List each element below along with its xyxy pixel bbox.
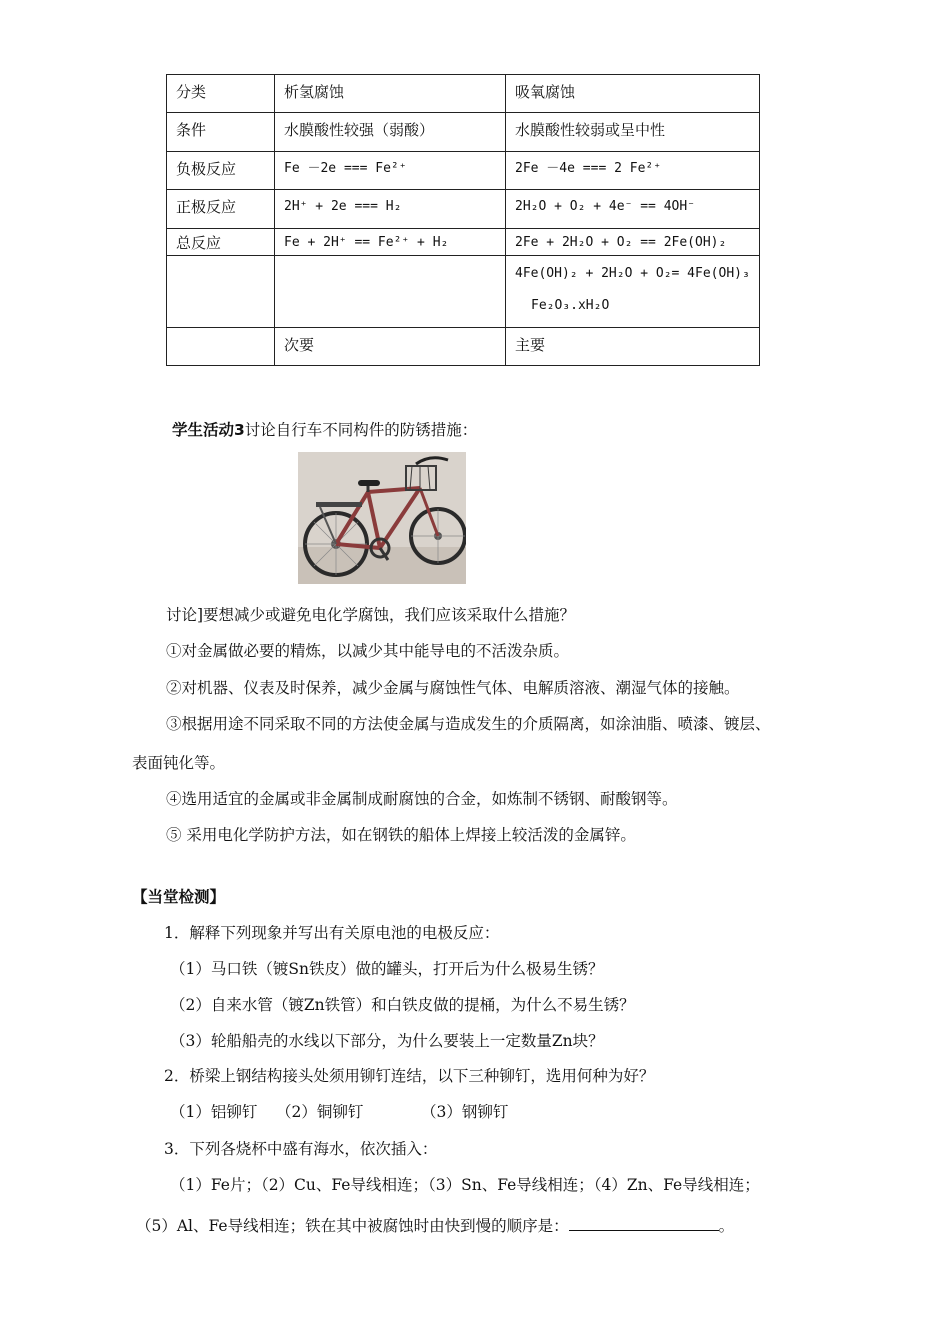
- table-cell: 次要: [275, 328, 506, 366]
- table-cell: [506, 256, 760, 328]
- bicycle-icon: [298, 452, 466, 584]
- table-cell: Fe + 2H⁺ == Fe²⁺ + H₂: [275, 229, 506, 256]
- table-cell: [167, 256, 275, 328]
- question-3-text: （5）Al、Fe导线相连；铁在其中被腐蚀时由快到慢的顺序是：: [136, 1217, 569, 1235]
- table-cell: 析氢腐蚀: [275, 75, 506, 113]
- question-2-option-1: （1）铝铆钉: [170, 1103, 258, 1121]
- table-row: [167, 113, 760, 152]
- table-row: [167, 75, 760, 113]
- question-2-option-3: （3）钢铆钉: [421, 1103, 509, 1121]
- table-cell: 条件: [167, 113, 275, 152]
- table-cell: 2Fe + 2H₂O + O₂ == 2Fe(OH)₂: [506, 229, 760, 256]
- measure-3: ③根据用途不同采取不同的方法使金属与造成发生的介质隔离，如涂油脂、喷漆、镀层、: [166, 715, 771, 733]
- question-1-part-1: （1）马口铁（镀Sn铁皮）做的罐头，打开后为什么极易生锈？: [170, 960, 604, 978]
- question-3-line-1: （1）Fe片；（2）Cu、Fe导线相连；（3）Sn、Fe导线相连；（4）Zn、Fe导线相连；: [170, 1176, 760, 1194]
- activity-line: [172, 419, 477, 441]
- question-3-end: 。: [718, 1217, 735, 1235]
- table-cell: 正极反应: [167, 190, 275, 229]
- table-cell: 分类: [167, 75, 275, 113]
- table-cell: [275, 256, 506, 328]
- table-cell: 主要: [506, 328, 760, 366]
- question-3: 3．下列各烧杯中盛有海水，依次插入：: [164, 1140, 438, 1158]
- discussion-question: 讨论]要想减少或避免电化学腐蚀，我们应该采取什么措施？: [166, 606, 576, 624]
- question-2-option-2: （2）铜铆钉: [276, 1103, 364, 1121]
- table-cell: [167, 328, 275, 366]
- corrosion-comparison-table: [166, 74, 760, 366]
- table-cell: 负极反应: [167, 152, 275, 190]
- question-1: 1．解释下列现象并写出有关原电池的电极反应：: [164, 924, 500, 942]
- table-cell: 2Fe －4e === 2 Fe²⁺: [506, 152, 760, 190]
- activity-label: 学生活动3: [172, 421, 245, 439]
- question-1-part-2: （2）自来水管（镀Zn铁管）和白铁皮做的提桶，为什么不易生锈？: [170, 996, 635, 1014]
- table-cell: Fe －2e === Fe²⁺: [275, 152, 506, 190]
- table-cell: 2H₂O + O₂ + 4e⁻ == 4OH⁻: [506, 190, 760, 229]
- measure-2: ②对机器、仪表及时保养，减少金属与腐蚀性气体、电解质溶液、潮湿气体的接触。: [166, 679, 740, 697]
- table-row: [167, 256, 760, 328]
- table-cell: 吸氧腐蚀: [506, 75, 760, 113]
- table-cell: 2H⁺ + 2e === H₂: [275, 190, 506, 229]
- table-row: [167, 328, 760, 366]
- table-row: [167, 190, 760, 229]
- question-3-line-2: [136, 1214, 734, 1237]
- measure-4: ④选用适宜的金属或非金属制成耐腐蚀的合金，如炼制不锈钢、耐酸钢等。: [166, 790, 678, 808]
- question-1-part-3: （3）轮船船壳的水线以下部分，为什么要装上一定数量Zn块？: [170, 1032, 604, 1050]
- measure-1: ①对金属做必要的精炼，以减少其中能导电的不活泼杂质。: [166, 642, 570, 660]
- reaction-line: Fe₂O₃.xH₂O: [531, 298, 610, 313]
- section-heading: 【当堂检测】: [132, 888, 226, 906]
- activity-text: 讨论自行车不同构件的防锈措施：: [244, 421, 478, 439]
- answer-blank[interactable]: [569, 1214, 719, 1231]
- table-row: [167, 229, 760, 256]
- measure-3-continued: 表面钝化等。: [132, 754, 226, 772]
- table-cell: 水膜酸性较强（弱酸）: [275, 113, 506, 152]
- table-cell: 总反应: [167, 229, 275, 256]
- question-2: 2．桥梁上钢结构接头处须用铆钉连结，以下三种铆钉，选用何种为好？: [164, 1067, 655, 1085]
- table-cell: 水膜酸性较弱或呈中性: [506, 113, 760, 152]
- measure-5: ⑤ 采用电化学防护方法，如在钢铁的船体上焊接上较活泼的金属锌。: [166, 826, 636, 844]
- reaction-line: 4Fe(OH)₂ + 2H₂O + O₂= 4Fe(OH)₃: [515, 266, 750, 281]
- bicycle-image: [298, 452, 466, 584]
- table-row: [167, 152, 760, 190]
